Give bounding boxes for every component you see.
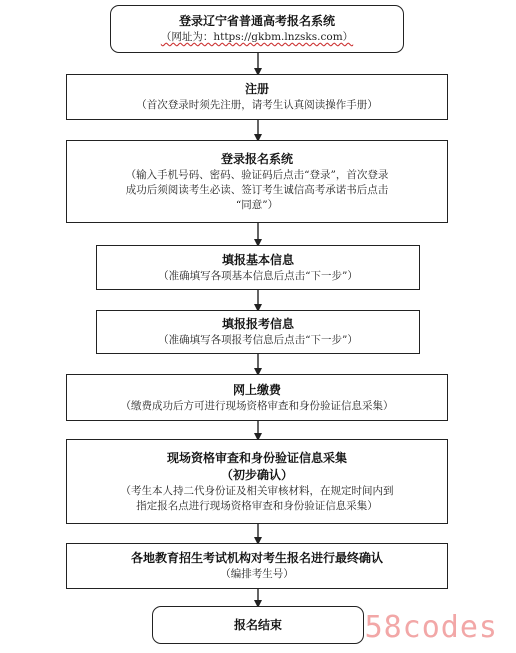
step-login-portal xyxy=(110,5,404,53)
step-register xyxy=(66,74,448,120)
step-onsite-review xyxy=(66,439,448,524)
step-title: 填报基本信息 xyxy=(221,252,294,267)
step-desc: （缴费成功后方可进行现场资格审查和身份验证信息采集） xyxy=(120,399,394,412)
step-desc: （准确填写各项基本信息后点击“下一步”） xyxy=(158,269,358,282)
step-title: 现场资格审查和身份验证信息采集 xyxy=(166,450,347,465)
step-url: （网址为：https://gkbm.lnzsks.com） xyxy=(160,31,354,43)
step-title: 报名结束 xyxy=(233,617,282,632)
step-desc: 成功后须阅读考生必读、签订考生诚信高考承诺书后点击 xyxy=(125,183,389,196)
step-desc: （输入手机号码、密码、验证码后点击“登录”，首次登录 xyxy=(125,168,389,181)
step-title: 登录辽宁省普通高考报名系统 xyxy=(178,14,335,28)
step-exam-info xyxy=(96,310,420,354)
step-login-system xyxy=(66,140,448,223)
step-desc: 指定报名点进行现场资格审查和身份验证信息采集） xyxy=(136,499,378,512)
step-title: 网上缴费 xyxy=(232,382,281,397)
step-payment xyxy=(66,374,448,421)
step-desc: （准确填写各项报考信息后点击“下一步”） xyxy=(158,334,358,346)
step-title: 填报报考信息 xyxy=(221,317,294,331)
step-basic-info xyxy=(96,245,420,290)
step-final-confirm xyxy=(66,543,448,589)
step-title: 登录报名系统 xyxy=(220,151,293,166)
step-desc: （编排考生号） xyxy=(220,568,294,580)
step-title: 各地教育招生考试机构对考生报名进行最终确认 xyxy=(130,551,383,565)
step-end xyxy=(152,606,364,644)
step-desc: “同意”） xyxy=(235,198,279,211)
step-desc: （首次登录时须先注册，请考生认真阅读操作手册） xyxy=(136,99,378,111)
step-subtitle: （初步确认） xyxy=(220,467,293,482)
step-desc: （考生本人持二代身份证及相关审核材料，在规定时间内到 xyxy=(120,484,394,497)
step-title: 注册 xyxy=(244,82,269,96)
watermark: 58codes xyxy=(364,610,498,645)
